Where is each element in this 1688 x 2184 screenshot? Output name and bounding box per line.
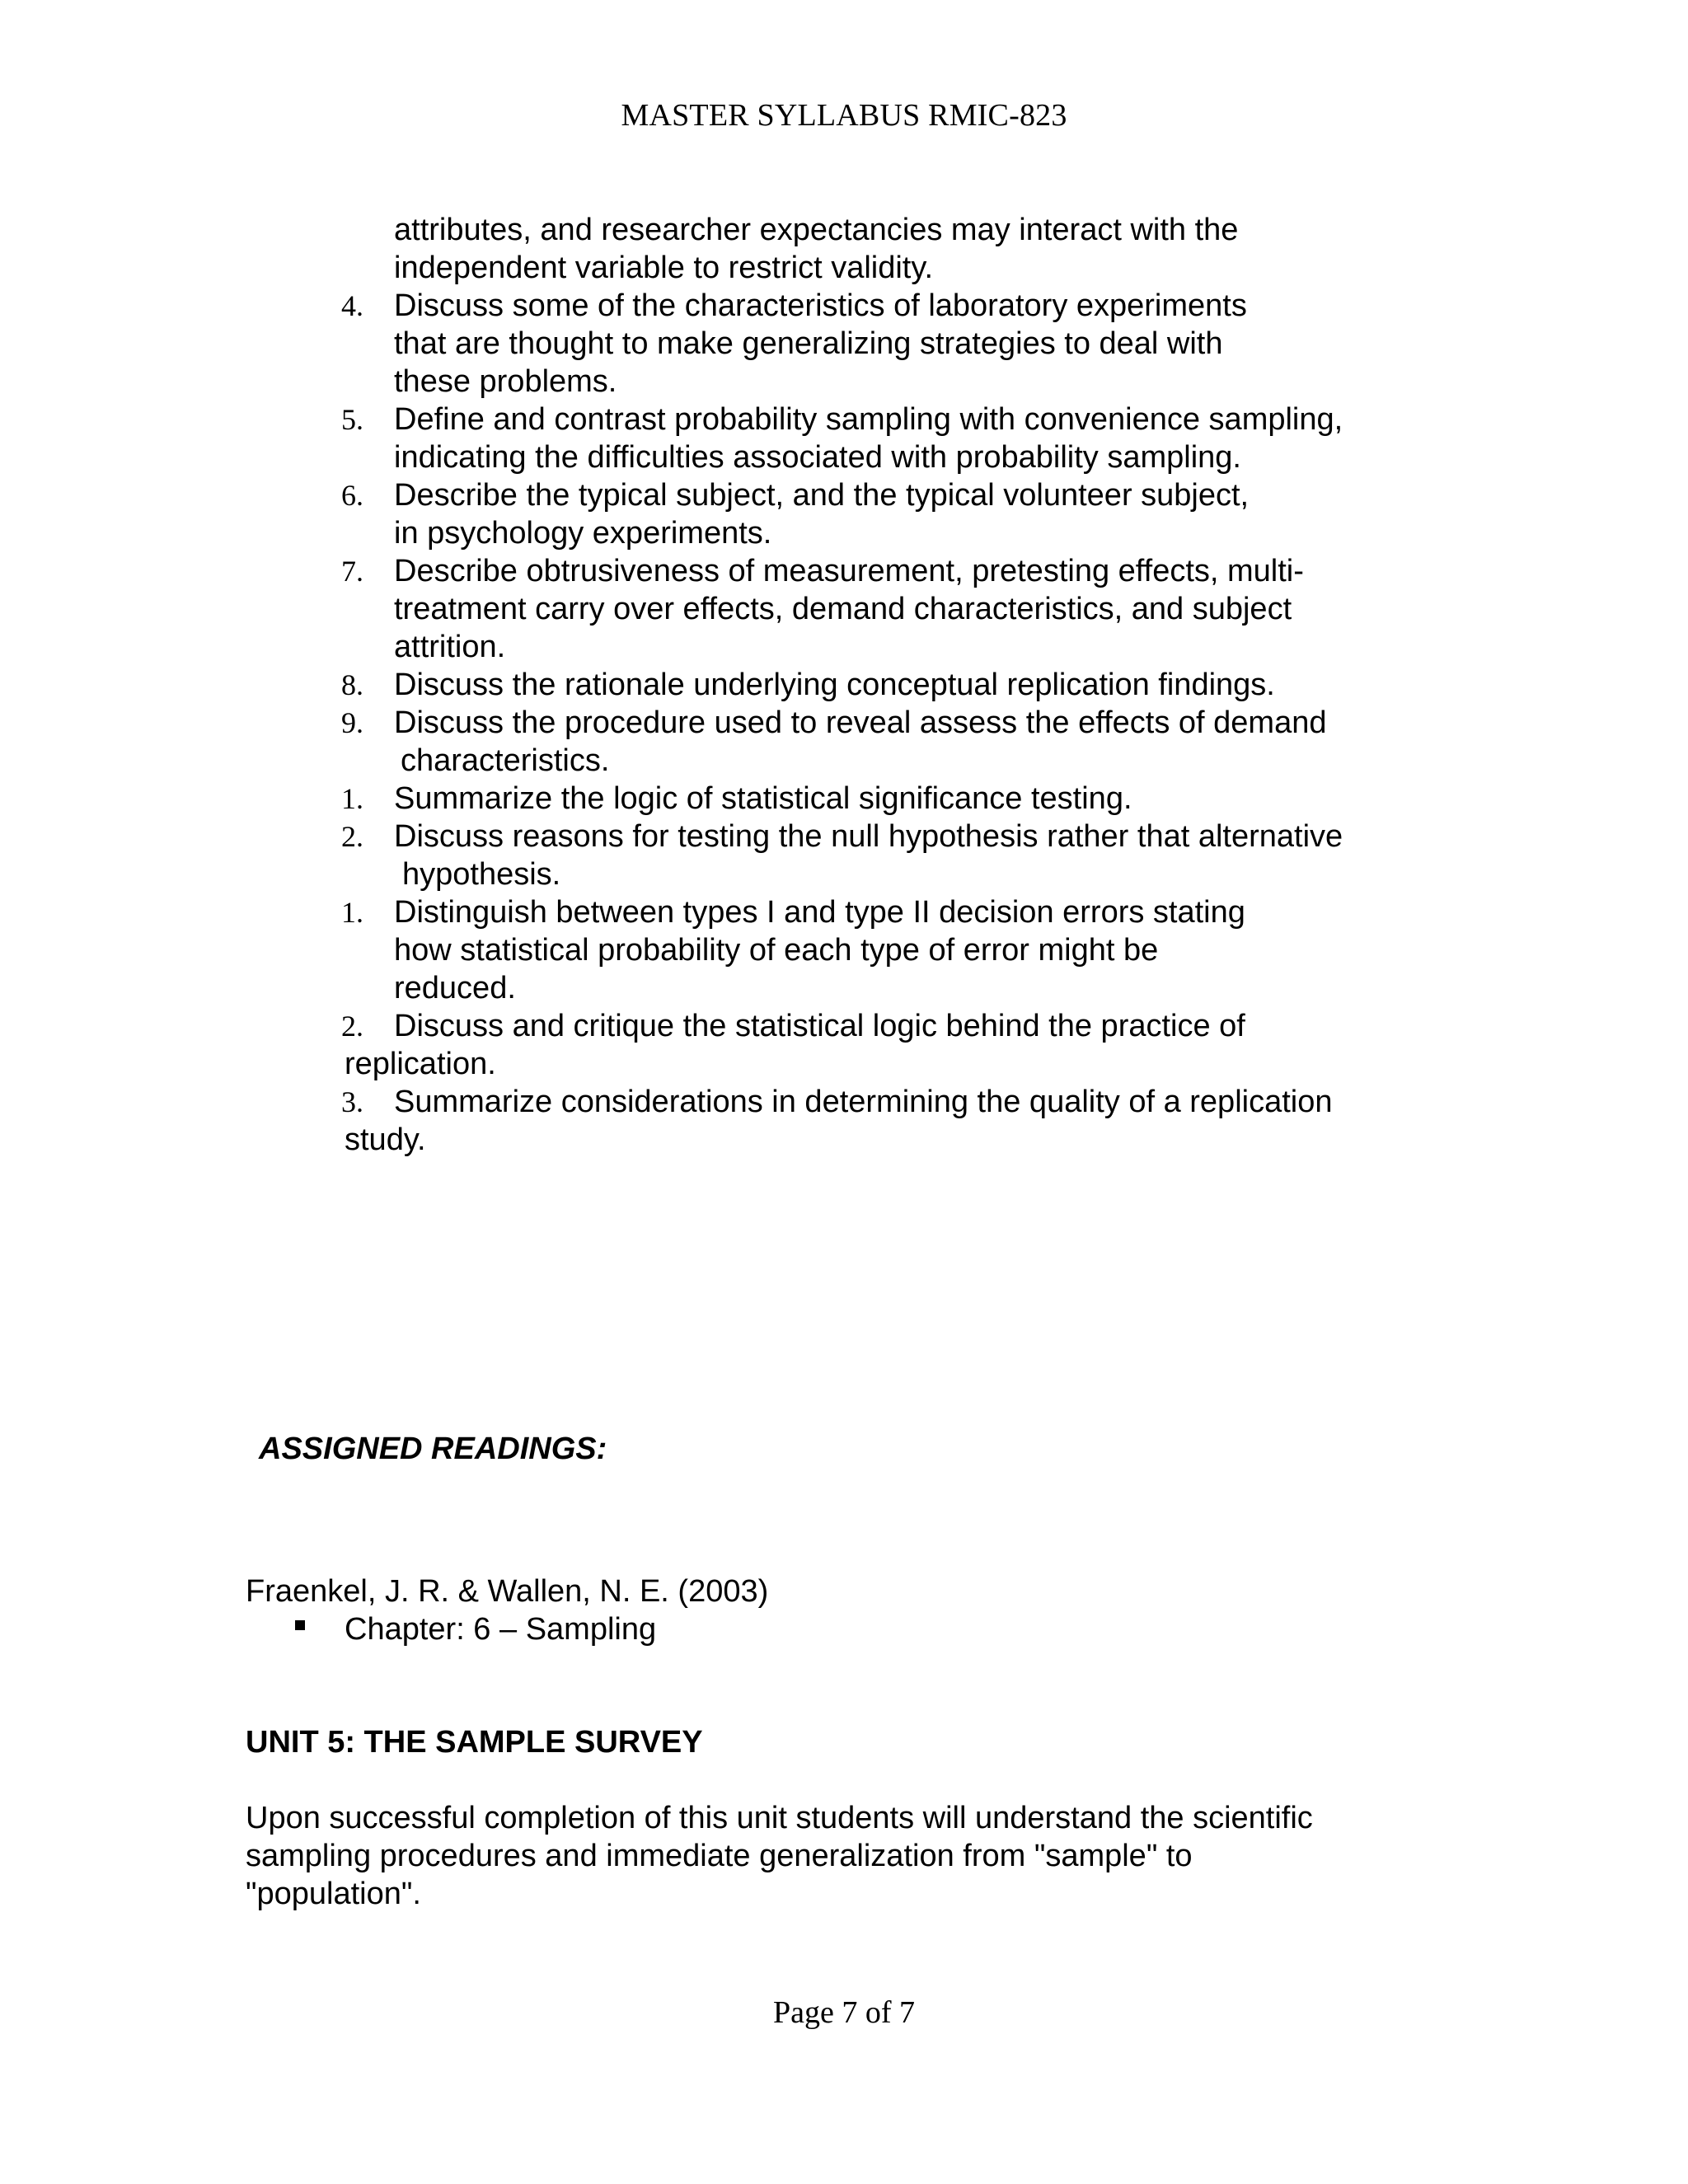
list-item-line: Discuss the rationale underlying conceptual replication findings. — [394, 668, 1275, 702]
objective-continuation-line: attributes, and researcher expectancies may interact with the — [394, 213, 1239, 247]
list-item-number: 8. — [341, 668, 363, 701]
list-item-line: Describe the typical subject, and the typical volunteer subject, — [394, 478, 1250, 513]
list-item-line: Distinguish between types I and type II decision errors stating — [394, 895, 1245, 930]
list-item-line: replication. — [345, 1047, 496, 1081]
list-item-number: 2. — [341, 820, 363, 853]
list-item-line: characteristics. — [401, 743, 610, 778]
list-item-line: Discuss the procedure used to reveal assess the effects of demand — [394, 705, 1327, 740]
readings-bullet-text: Chapter: 6 – Sampling — [345, 1612, 657, 1647]
unit-5-heading: UNIT 5: THE SAMPLE SURVEY — [246, 1725, 703, 1760]
assigned-readings-heading: ASSIGNED READINGS: — [259, 1432, 607, 1466]
list-item-line: indicating the difficulties associated with probability sampling. — [394, 440, 1241, 475]
list-item-number: 4. — [341, 289, 363, 322]
list-item-line: how statistical probability of each type of error might be — [394, 933, 1159, 968]
objective-continuation-line: independent variable to restrict validity. — [394, 251, 934, 285]
list-item-line: Summarize the logic of statistical significance testing. — [394, 781, 1132, 816]
list-item-line: Discuss reasons for testing the null hypothesis rather that alternative — [394, 819, 1343, 854]
list-item-number: 1. — [341, 782, 363, 815]
list-item-line: Summarize considerations in determining the quality of a replication — [394, 1085, 1333, 1119]
list-item-number: 1. — [341, 896, 363, 929]
list-item-line: these problems. — [394, 364, 617, 399]
list-item-number: 3. — [341, 1085, 363, 1118]
list-item-line: that are thought to make generalizing strategies to deal with — [394, 326, 1223, 361]
square-bullet-icon — [295, 1620, 305, 1630]
unit-5-paragraph-line: "population". — [246, 1877, 421, 1911]
list-item-line: Discuss some of the characteristics of laboratory experiments — [394, 288, 1247, 323]
list-item-number: 5. — [341, 403, 363, 436]
unit-5-paragraph-line: Upon successful completion of this unit students will understand the scientific — [246, 1801, 1313, 1835]
list-item-line: Discuss and critique the statistical logic behind the practice of — [394, 1009, 1245, 1043]
readings-citation: Fraenkel, J. R. & Wallen, N. E. (2003) — [246, 1574, 769, 1609]
list-item-line: attrition. — [394, 630, 506, 664]
page-number: Page 7 of 7 — [772, 1995, 916, 2030]
list-item-number: 7. — [341, 555, 363, 588]
list-item-line: Describe obtrusiveness of measurement, pretesting effects, multi- — [394, 554, 1304, 588]
list-item-number: 6. — [341, 479, 363, 512]
list-item-line: in psychology experiments. — [394, 516, 772, 551]
list-item-number: 2. — [341, 1010, 363, 1043]
page-header-title: MASTER SYLLABUS RMIC-823 — [621, 98, 1067, 133]
list-item-line: Define and contrast probability sampling with convenience sampling, — [394, 402, 1343, 437]
list-item-line: study. — [345, 1122, 426, 1157]
unit-5-paragraph-line: sampling procedures and immediate generalization from "sample" to — [246, 1839, 1193, 1873]
list-item-line: reduced. — [394, 971, 516, 1005]
list-item-line: treatment carry over effects, demand characteristics, and subject — [394, 592, 1292, 626]
list-item-line: hypothesis. — [402, 857, 561, 892]
list-item-number: 9. — [341, 706, 363, 739]
